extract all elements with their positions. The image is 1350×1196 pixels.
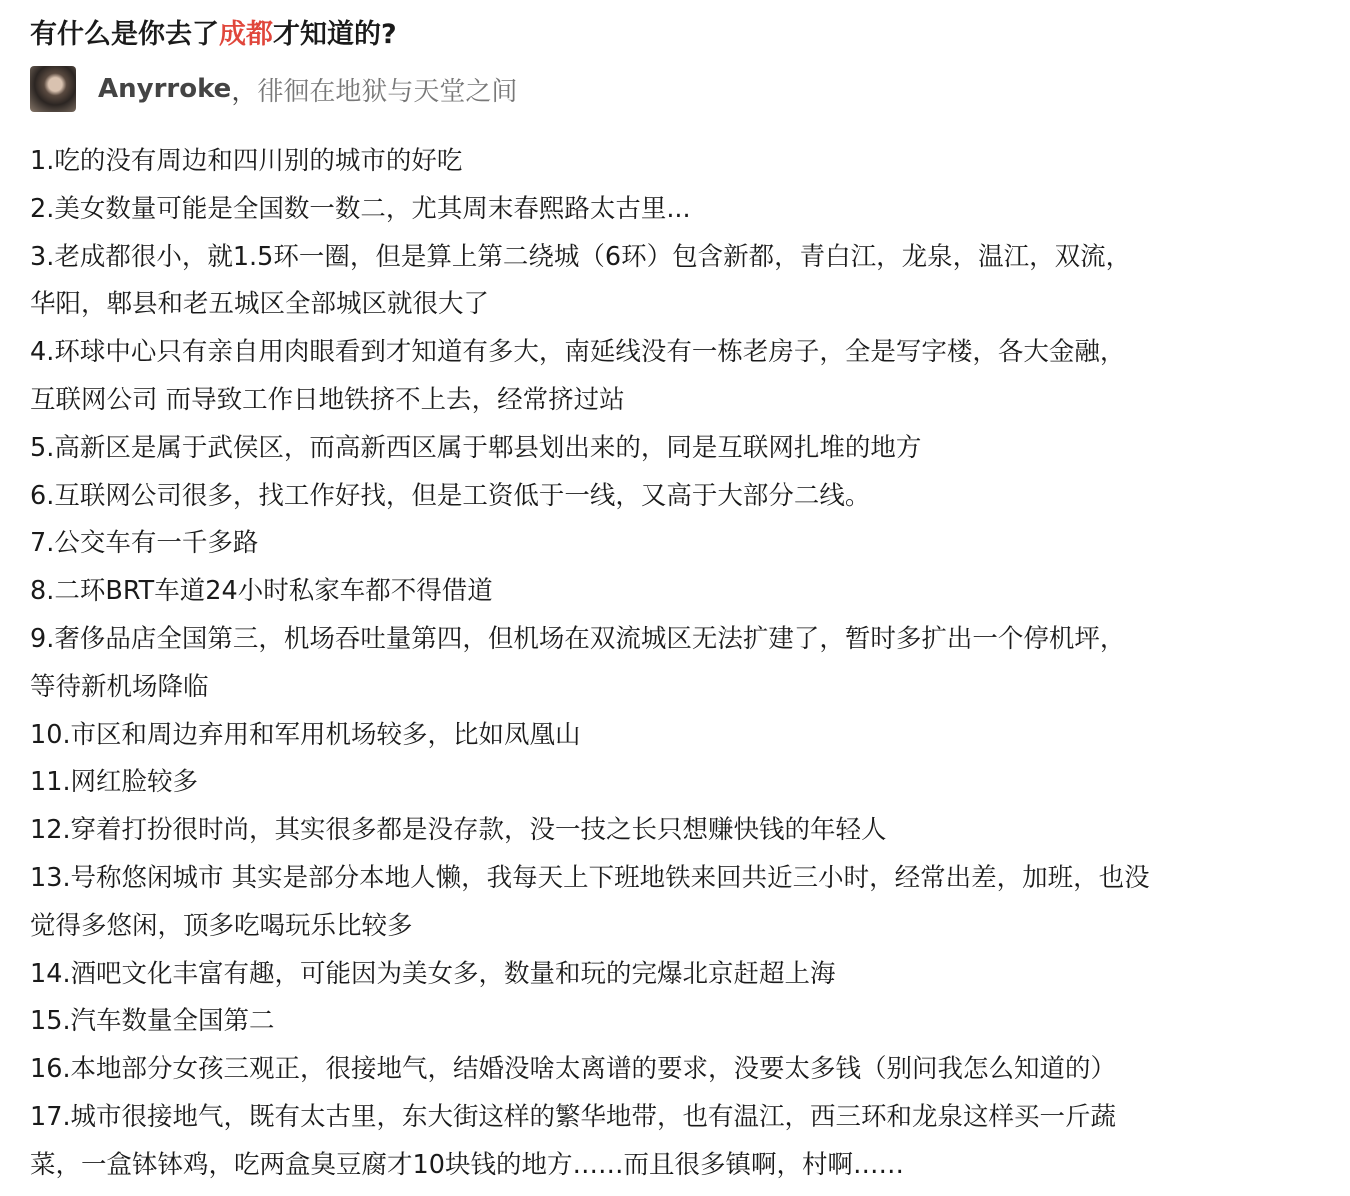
answer-line: 2.美女数量可能是全国数一数二，尤其周末春熙路太古里... [30,193,691,224]
answer-line: 4.环球中心只有亲自用肉眼看到才知道有多大，南延线没有一栋老房子，全是写字楼，各大金融， [30,337,1126,368]
answer-line: 互联网公司 而导致工作日地铁挤不上去，经常挤过站 [30,384,625,415]
title-highlight: 成都 [219,19,273,50]
answer-line: 等待新机场降临 [30,671,209,702]
question-title[interactable] [30,12,397,51]
answer-line: 5.高新区是属于武侯区，而高新西区属于郫县划出来的，同是互联网扎堆的地方 [30,432,922,463]
answer-line: 9.奢侈品店全国第三，机场吞吐量第四，但机场在双流城区无法扩建了，暂时多扩出一个停机坪， [30,623,1126,654]
answer-line: 15.汽车数量全国第二 [30,1006,275,1037]
answer-line: 1.吃的没有周边和四川别的城市的好吃 [30,146,463,176]
answer-line: 17.城市很接地气，既有太古里，东大街这样的繁华地带，也有温江，西三环和龙泉这样买一斤蔬 [30,1101,1117,1132]
answer-line: 16.本地部分女孩三观正，很接地气，结婚没啥太离谱的要求，没要太多钱（别问我怎么知道的） [30,1054,1117,1085]
answer-line: 菜，一盒钵钵鸡，吃两盒臭豆腐才10块钱的地方……而且很多镇啊，村啊…… [30,1149,904,1180]
avatar[interactable] [30,66,76,112]
title-prefix: 有什么是你去了 [30,19,219,50]
answer-line: 觉得多悠闲，顶多吃喝玩乐比较多 [30,910,413,941]
answer-line: 12.穿着打扮很时尚，其实很多都是没存款，没一技之长只想赚快钱的年轻人 [30,815,887,846]
answer-line: 3.老成都很小，就1.5环一圈，但是算上第二绕城（6环）包含新都，青白江，龙泉，温江，双流， [30,241,1132,272]
answer-line: 10.市区和周边弃用和军用机场较多，比如凤凰山 [30,719,581,750]
title-suffix: 才知道的? [273,19,397,50]
author-bio: 徘徊在地狱与天堂之间 [257,76,518,107]
answer-content [30,138,1150,1190]
answer-line: 8.二环BRT车道24小时私家车都不得借道 [30,576,493,607]
answer-line: 华阳，郫县和老五城区全部城区就很大了 [30,289,490,320]
answer-line: 11.网红脸较多 [30,767,199,798]
author-name[interactable]: Anyrroke [98,74,232,104]
author-separator: ， [231,76,258,107]
answer-line: 7.公交车有一千多路 [30,528,259,559]
answer-line: 13.号称悠闲城市 其实是部分本地人懒，我每天上下班地铁来回共近三小时，经常出差，加班，也没 [30,862,1150,893]
answer-line: 6.互联网公司很多，找工作好找，但是工资低于一线，又高于大部分二线。 [30,480,871,511]
author-info [30,66,517,112]
answer-line: 14.酒吧文化丰富有趣，可能因为美女多，数量和玩的完爆北京赶超上海 [30,958,836,989]
